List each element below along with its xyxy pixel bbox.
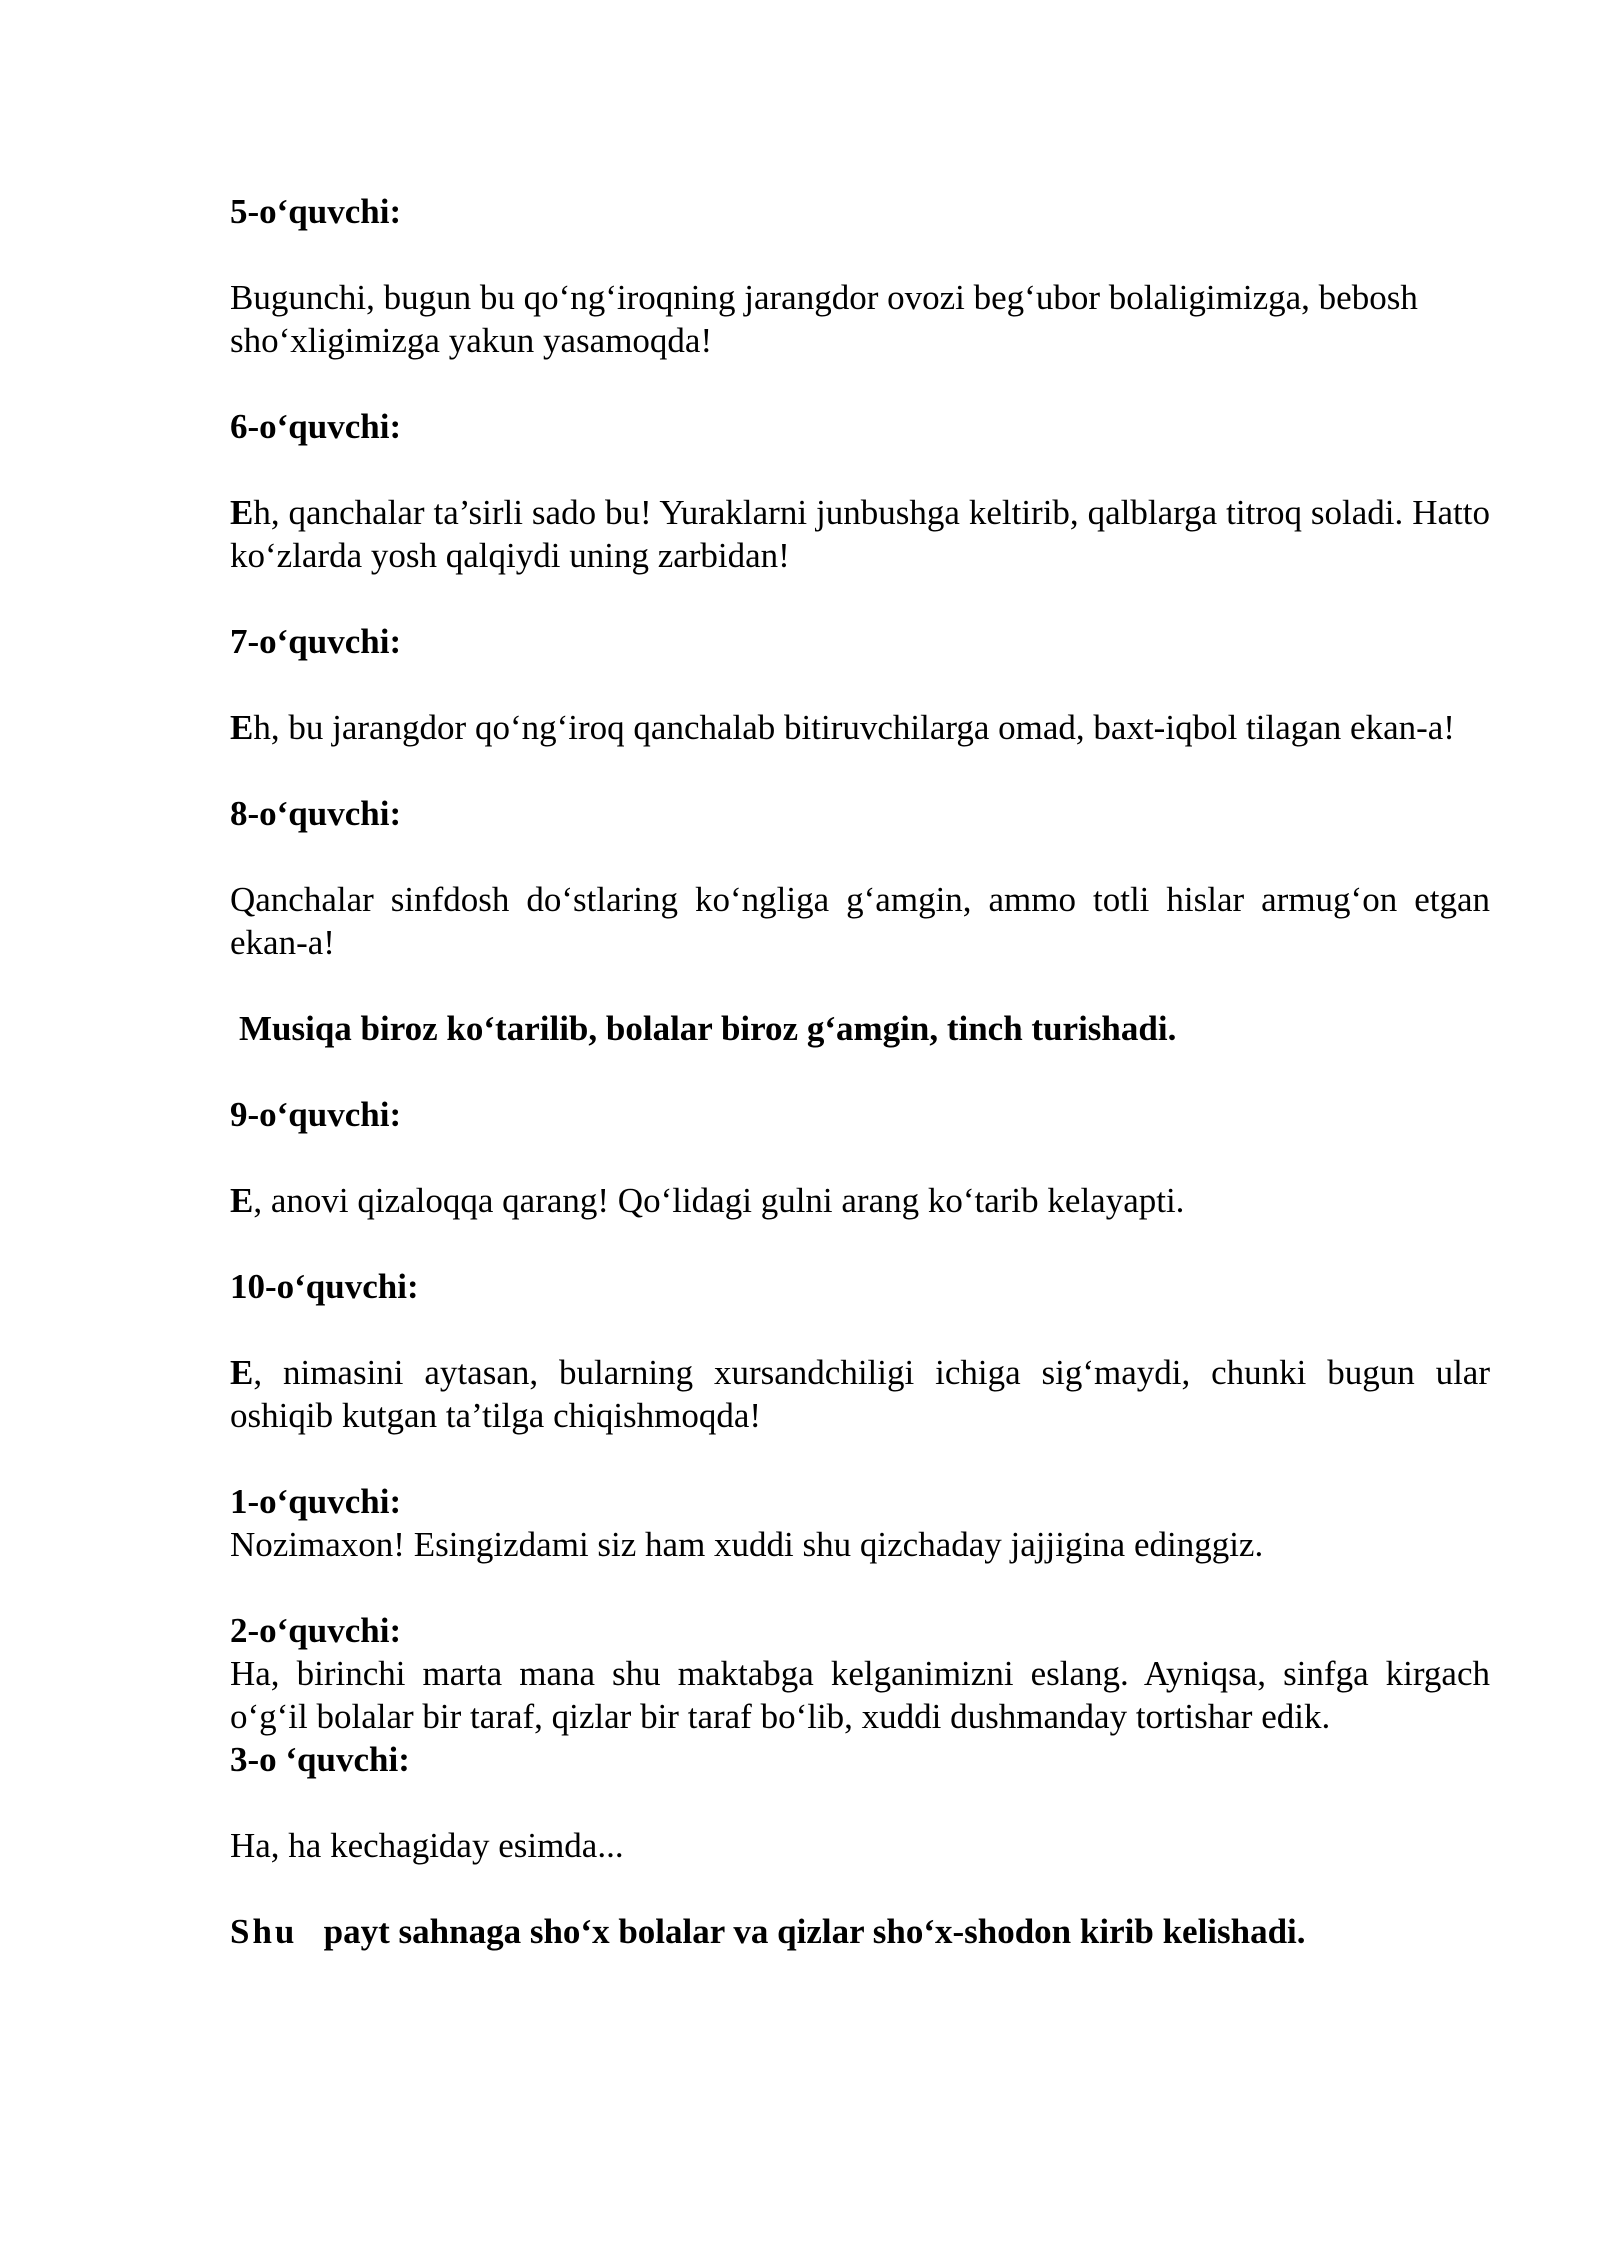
dialogue-text: Ha, birinchi marta mana shu maktabga kelganimizni eslang. Ayniqsa, sinfga kirgach o‘g‘il bolalar bir taraf, qizlar bir taraf bo‘lib, xuddi dushmanday tortishar edik. — [230, 1654, 1490, 1736]
spacer — [230, 749, 1490, 792]
spacer — [230, 1050, 1490, 1093]
speaker-label: 9-o‘quvchi: — [230, 1095, 402, 1134]
stage-direction-text: payt sahnaga sho‘x bolalar va qizlar sho‘x-shodon kirib kelishadi. — [323, 1912, 1306, 1951]
dialogue-text: Qanchalar sinfdosh do‘stlaring ko‘ngliga g‘amgin, ammo totli hislar armug‘on etgan ekan-a! — [230, 880, 1490, 962]
spacer — [230, 1437, 1490, 1480]
spacer — [230, 1867, 1490, 1910]
dialogue-text: Ha, ha kechagiday esimda... — [230, 1826, 624, 1865]
speaker-label: 6-o‘quvchi: — [230, 407, 402, 446]
stage-direction-lead: Shu — [230, 1912, 298, 1951]
dialogue-paragraph — [230, 1179, 1490, 1222]
stage-direction: Musiqa biroz ko‘tarilib, bolalar biroz g‘amgin, tinch turishadi. — [239, 1009, 1177, 1048]
spacer — [230, 663, 1490, 706]
speaker-label: 1-o‘quvchi: — [230, 1482, 402, 1521]
dialogue-initial: E — [230, 493, 254, 532]
spacer — [230, 1136, 1490, 1179]
dialogue-text: Nozimaxon! Esingizdami siz ham xuddi shu qizchaday jajjigina edinggiz. — [230, 1525, 1264, 1564]
dialogue-paragraph — [230, 491, 1490, 577]
dialogue-text: Bugunchi, bugun bu qo‘ng‘iroqning jarangdor ovozi beg‘ubor bolaligimizga, bebosh sho‘xligimizga yakun yasamoqda! — [230, 278, 1418, 360]
speaker-label: 10-o‘quvchi: — [230, 1267, 419, 1306]
speaker-label: 8-o‘quvchi: — [230, 794, 402, 833]
dialogue-initial: E — [230, 1181, 254, 1220]
spacer — [230, 835, 1490, 878]
speaker-label: 5-o‘quvchi: — [230, 192, 402, 231]
dialogue-initial: E — [230, 1353, 254, 1392]
dialogue-text: , anovi qizaloqqa qarang! Qo‘lidagi gulni arang ko‘tarib kelayapti. — [253, 1181, 1185, 1220]
spacer — [230, 362, 1490, 405]
document-page — [230, 190, 1490, 1953]
spacer — [230, 964, 1490, 1007]
dialogue-initial: E — [230, 708, 254, 747]
dialogue-paragraph — [230, 706, 1490, 749]
spacer — [230, 1222, 1490, 1265]
stage-direction — [230, 1910, 1490, 1953]
speaker-label: 2-o‘quvchi: — [230, 1611, 402, 1650]
spacer — [230, 577, 1490, 620]
speaker-label: 7-o‘quvchi: — [230, 622, 402, 661]
spacer — [230, 1308, 1490, 1351]
dialogue-text: h, qanchalar ta’sirli sado bu! Yuraklarni junbushga keltirib, qalblarga titroq soladi. Hatto ko‘zlarda yosh qalqiydi uning zarbidan! — [230, 493, 1490, 575]
dialogue-text: , nimasini aytasan, bularning xursandchiligi ichiga sig‘maydi, chunki bugun ular oshiqib kutgan ta’tilga chiqishmoqda! — [230, 1353, 1490, 1435]
spacer — [230, 233, 1490, 276]
spacer — [230, 448, 1490, 491]
dialogue-paragraph — [230, 1351, 1490, 1437]
dialogue-text: h, bu jarangdor qo‘ng‘iroq qanchalab bitiruvchilarga omad, baxt-iqbol tilagan ekan-a! — [253, 708, 1455, 747]
spacer — [230, 1566, 1490, 1609]
speaker-label: 3-o ‘quvchi: — [230, 1740, 410, 1779]
spacer — [230, 1781, 1490, 1824]
